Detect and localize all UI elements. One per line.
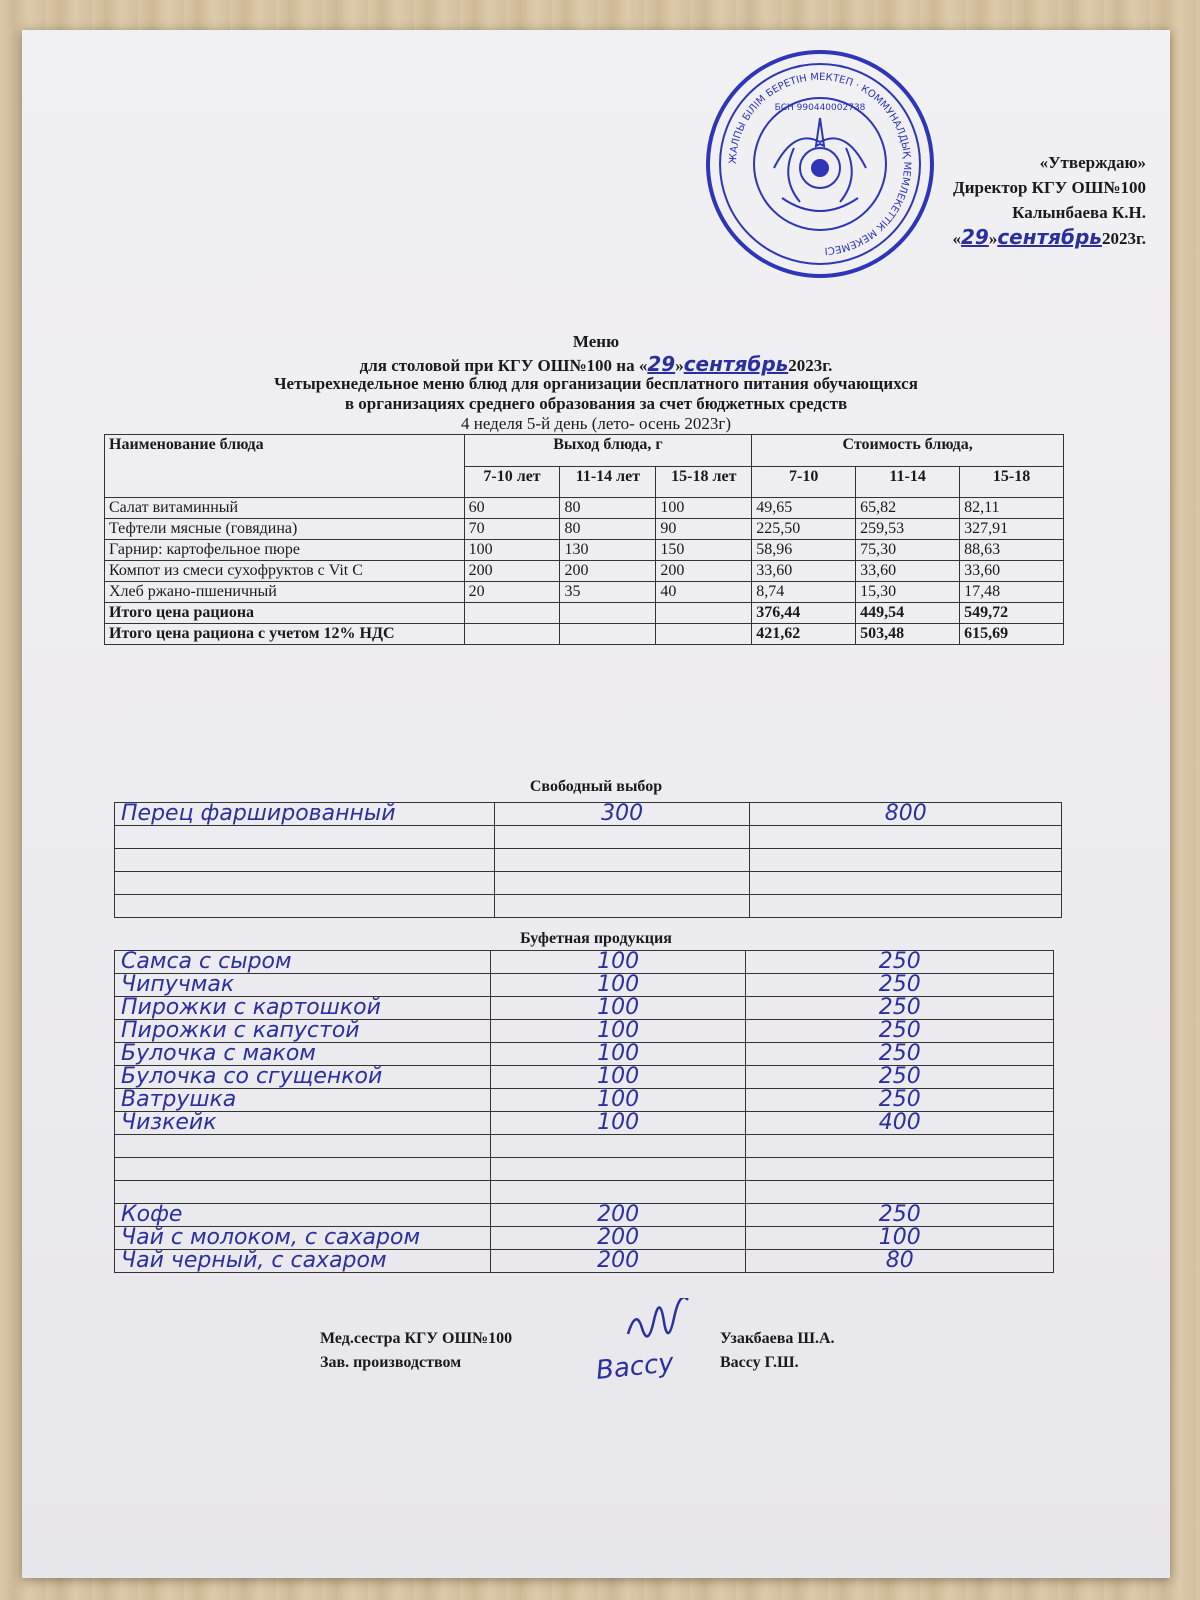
- free_choice-qty: [494, 849, 750, 872]
- buffet-price: 250: [746, 1089, 1054, 1112]
- approval-day: 29: [960, 225, 989, 249]
- buffet-name: Пирожки с капустой: [115, 1020, 491, 1043]
- buffet-row: [115, 974, 1054, 997]
- buffet-qty: 100: [490, 1112, 746, 1135]
- buffet-price: 250: [746, 951, 1054, 974]
- yield: 80: [560, 498, 656, 519]
- yield: 90: [656, 519, 752, 540]
- chef-role: Зав. производством: [320, 1354, 462, 1371]
- dish-name: Салат витаминный: [105, 498, 465, 519]
- buffet-qty: 200: [490, 1227, 746, 1250]
- buffet-row: [115, 1250, 1054, 1273]
- buffet-title: Буфетная продукция: [520, 930, 672, 947]
- buffet-price: [746, 1181, 1054, 1204]
- col-header-yield: Выход блюда, г: [464, 435, 752, 467]
- buffet-name: Чай с молоком, с сахаром: [115, 1227, 491, 1250]
- free_choice-price: [750, 895, 1062, 918]
- buffet-name: [115, 1181, 491, 1204]
- buffet-qty: 100: [490, 1043, 746, 1066]
- approval-month: сентябрь: [997, 225, 1102, 249]
- buffet-qty: [490, 1158, 746, 1181]
- buffet-qty: 100: [490, 997, 746, 1020]
- buffet-name: Чизкейк: [115, 1112, 491, 1135]
- menu-row: [105, 498, 1064, 519]
- yield: 200: [464, 561, 560, 582]
- approval-block: [952, 150, 1146, 251]
- buffet-qty: 100: [490, 1089, 746, 1112]
- free_choice-name: [115, 826, 495, 849]
- free_choice-row: [115, 849, 1062, 872]
- free_choice-price: 800: [750, 803, 1062, 826]
- free-choice-title: Свободный выбор: [529, 778, 663, 795]
- buffet-row: [115, 1227, 1054, 1250]
- yield: 100: [464, 540, 560, 561]
- svg-text:ЖАЛПЫ БІЛІМ БЕРЕТІН МЕКТЕП · К: ЖАЛПЫ БІЛІМ БЕРЕТІН МЕКТЕП · КОММУНАЛДЫҚ МЕМЛЕКЕТТІК МЕКЕМЕСІ: [727, 71, 913, 256]
- free_choice-row: [115, 826, 1062, 849]
- buffet-price: 250: [746, 1066, 1054, 1089]
- buffet-name: Чай черный, с сахаром: [115, 1250, 491, 1273]
- free-choice-table: [114, 802, 1062, 918]
- menu-day: 29: [647, 352, 676, 376]
- dish-name: Компот из смеси сухофруктов с Vit C: [105, 561, 465, 582]
- buffet-qty: 100: [490, 951, 746, 974]
- buffet-row: [115, 1066, 1054, 1089]
- free_choice-name: [115, 895, 495, 918]
- free_choice-qty: [494, 895, 750, 918]
- buffet-row: [115, 1181, 1054, 1204]
- cost: 88,63: [960, 540, 1064, 561]
- buffet-price: 250: [746, 997, 1054, 1020]
- total-vat-row: Итого цена рациона с учетом 12% НДС 421,62 503,48 615,69: [105, 624, 1064, 645]
- menu-row: [105, 540, 1064, 561]
- buffet-name: [115, 1158, 491, 1181]
- cost: 82,11: [960, 498, 1064, 519]
- buffet-row: [115, 1204, 1054, 1227]
- cost: 225,50: [752, 519, 856, 540]
- menu-month: сентябрь: [683, 352, 789, 376]
- buffet-qty: 100: [490, 974, 746, 997]
- chef-signature: Вассу: [594, 1348, 676, 1386]
- buffet-price: 400: [746, 1112, 1054, 1135]
- buffet-name: Самса с сыром: [115, 951, 491, 974]
- buffet-name: [115, 1135, 491, 1158]
- buffet-price: [746, 1135, 1054, 1158]
- approval-label: «Утверждаю»: [1039, 153, 1146, 172]
- free_choice-qty: [494, 826, 750, 849]
- buffet-price: 250: [746, 974, 1054, 997]
- cost: 75,30: [856, 540, 960, 561]
- cost: 259,53: [856, 519, 960, 540]
- cost: 33,60: [960, 561, 1064, 582]
- cost: 33,60: [856, 561, 960, 582]
- buffet-row: [115, 951, 1054, 974]
- buffet-row: [115, 1020, 1054, 1043]
- buffet-price: 100: [746, 1227, 1054, 1250]
- menu-row: [105, 519, 1064, 540]
- menu-rows: [105, 498, 1064, 603]
- director-name: Калынбаева К.Н.: [1012, 203, 1146, 222]
- free_choice-price: [750, 849, 1062, 872]
- free_choice-name: [115, 849, 495, 872]
- yield: 200: [656, 561, 752, 582]
- age-header: 11-14 лет: [560, 466, 656, 498]
- buffet-qty: 100: [490, 1020, 746, 1043]
- free_choice-row: [115, 872, 1062, 895]
- buffet-qty: 100: [490, 1066, 746, 1089]
- menu-subtitle-1: Четырехнедельное меню блюд для организации бесплатного питания обучающихся: [274, 374, 918, 393]
- cost: 49,65: [752, 498, 856, 519]
- buffet-qty: [490, 1181, 746, 1204]
- cost: 58,96: [752, 540, 856, 561]
- yield: 35: [560, 582, 656, 603]
- free_choice-price: [750, 872, 1062, 895]
- menu-table: [104, 434, 1064, 645]
- approval-date: «29»сентябрь2023г.: [952, 225, 1146, 249]
- buffet-row: [115, 1089, 1054, 1112]
- dish-name: Хлеб ржано-пшеничный: [105, 582, 465, 603]
- free_choice-row: [115, 895, 1062, 918]
- cost: 17,48: [960, 582, 1064, 603]
- cost: 8,74: [752, 582, 856, 603]
- buffet-price: [746, 1158, 1054, 1181]
- menu-date-line: для столовой при КГУ ОШ№100 на «29»сентябрь2023г.: [359, 352, 833, 376]
- nurse-role: Мед.сестра КГУ ОШ№100: [320, 1330, 513, 1347]
- director-title: Директор КГУ ОШ№100: [953, 178, 1146, 197]
- buffet-price: 250: [746, 1204, 1054, 1227]
- official-seal: [704, 48, 936, 280]
- buffet-price: 80: [746, 1250, 1054, 1273]
- buffet-qty: 200: [490, 1250, 746, 1273]
- free_choice-price: [750, 826, 1062, 849]
- buffet-name: Чипучмак: [115, 974, 491, 997]
- yield: 20: [464, 582, 560, 603]
- buffet-row: [115, 1158, 1054, 1181]
- col-header-cost: Стоимость блюда,: [752, 435, 1064, 467]
- free_choice-qty: [494, 872, 750, 895]
- chef-name: Вассу Г.Ш.: [720, 1354, 799, 1371]
- age-header: 15-18 лет: [656, 466, 752, 498]
- yield: 60: [464, 498, 560, 519]
- menu-row: [105, 582, 1064, 603]
- buffet-table: [114, 950, 1054, 1273]
- buffet-row: [115, 1112, 1054, 1135]
- buffet-name: Булочка со сгущенкой: [115, 1066, 491, 1089]
- cost: 33,60: [752, 561, 856, 582]
- yield: 70: [464, 519, 560, 540]
- free_choice-qty: 300: [494, 803, 750, 826]
- free_choice-name: Перец фаршированный: [115, 803, 495, 826]
- free_choice-row: [115, 803, 1062, 826]
- cost: 15,30: [856, 582, 960, 603]
- buffet-row: [115, 1135, 1054, 1158]
- age-header: 7-10 лет: [464, 466, 560, 498]
- menu-week-day: 4 неделя 5-й день (лето- осень 2023г): [461, 414, 731, 433]
- buffet-row: [115, 997, 1054, 1020]
- buffet-qty: [490, 1135, 746, 1158]
- yield: 40: [656, 582, 752, 603]
- buffet-row: [115, 1043, 1054, 1066]
- buffet-name: Булочка с маком: [115, 1043, 491, 1066]
- cost-age-header: 11-14: [856, 466, 960, 498]
- yield: 150: [656, 540, 752, 561]
- yield: 100: [656, 498, 752, 519]
- buffet-name: Ватрушка: [115, 1089, 491, 1112]
- buffet-price: 250: [746, 1020, 1054, 1043]
- yield: 80: [560, 519, 656, 540]
- col-header-name: Наименование блюда: [105, 435, 465, 498]
- buffet-price: 250: [746, 1043, 1054, 1066]
- dish-name: Тефтели мясные (говядина): [105, 519, 465, 540]
- document-page: [22, 30, 1170, 1578]
- yield: 130: [560, 540, 656, 561]
- dish-name: Гарнир: картофельное пюре: [105, 540, 465, 561]
- nurse-signature: [622, 1298, 702, 1350]
- menu-title: Меню: [572, 332, 620, 351]
- menu-row: [105, 561, 1064, 582]
- buffet-name: Пирожки с картошкой: [115, 997, 491, 1020]
- cost-age-header: 7-10: [752, 466, 856, 498]
- yield: 200: [560, 561, 656, 582]
- svg-text:БСН 990440002738: БСН 990440002738: [774, 103, 866, 113]
- cost-age-header: 15-18: [960, 466, 1064, 498]
- total-row: Итого цена рациона 376,44 449,54 549,72: [105, 603, 1064, 624]
- nurse-name: Узакбаева Ш.А.: [720, 1330, 835, 1347]
- cost: 65,82: [856, 498, 960, 519]
- free_choice-name: [115, 872, 495, 895]
- menu-subtitle-2: в организациях среднего образования за счет бюджетных средств: [344, 394, 848, 413]
- cost: 327,91: [960, 519, 1064, 540]
- buffet-qty: 200: [490, 1204, 746, 1227]
- buffet-name: Кофе: [115, 1204, 491, 1227]
